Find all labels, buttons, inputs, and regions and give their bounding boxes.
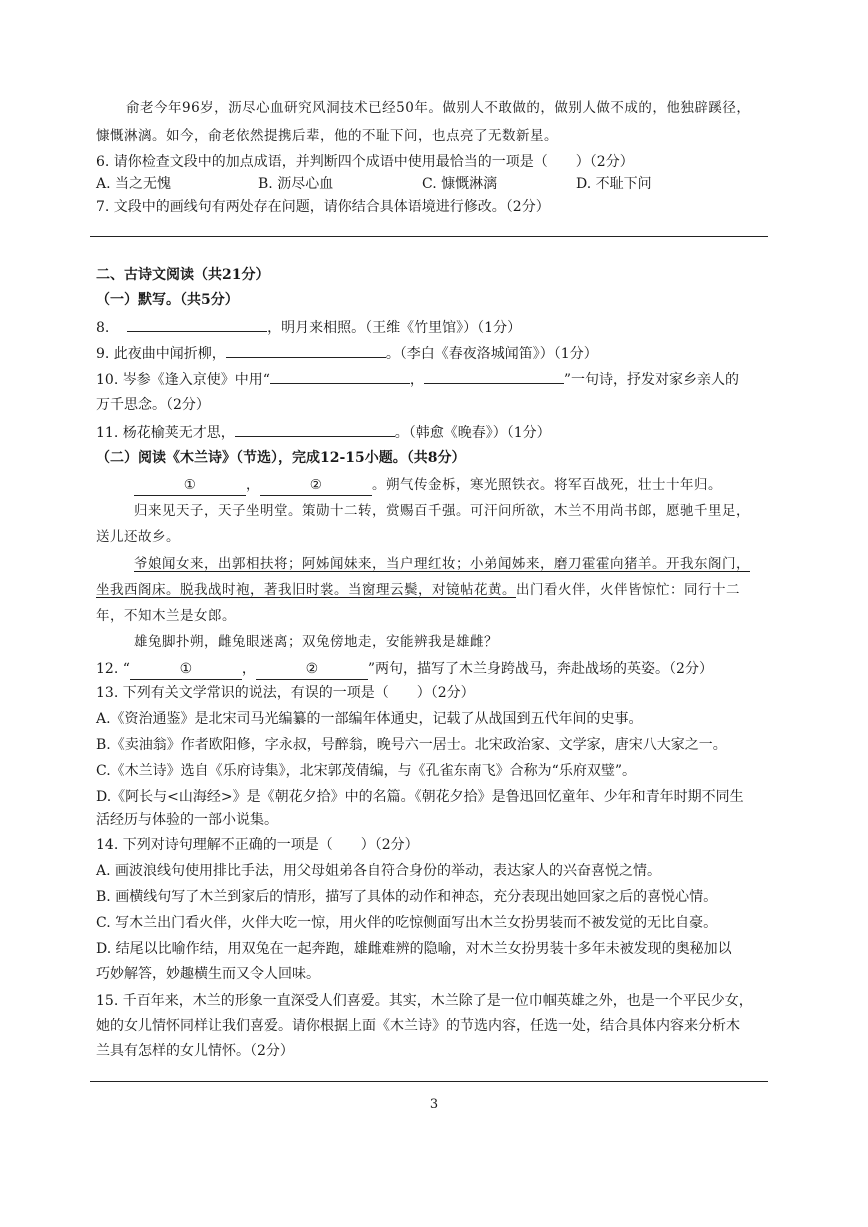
part2-title: （二）阅读《木兰诗》（节选），完成12-15小题。（共8分）: [96, 450, 466, 466]
poem-line-5-underlined: 坐我西阁床。脱我战时袍，著我旧时裳。当窗理云鬓，对镜帖花黄。: [96, 582, 516, 598]
q12-tail: ”两句，描写了木兰身跨战马，奔赴战场的英姿。（2分）: [367, 661, 713, 677]
q13-option-c: C.《木兰诗》选自《乐府诗集》，北宋郭茂倩编，与《孔雀东南飞》合称为“乐府双璧”。: [96, 763, 636, 779]
q12-blank-2[interactable]: ②: [256, 659, 368, 680]
q6-options: [96, 174, 778, 194]
section-title: 二、古诗文阅读（共21分）: [96, 267, 270, 283]
q11-tail: 。（韩愈《晚春》）（1分）: [394, 425, 551, 441]
poem-line: 年，不知木兰是女郎。: [96, 608, 236, 624]
q10: [96, 369, 778, 390]
q12-mid: ，: [241, 661, 256, 677]
option-c: C. 慷慨淋漓: [422, 176, 498, 192]
poem-line-1: ① ， ② 。朔气传金柝，寒光照铁衣。将军百战死，壮士十年归。: [134, 475, 778, 496]
q9-tail: 。（李白《春夜洛城闻笛》）（1分）: [385, 346, 598, 362]
passage-line: 慷慨淋漓。如今，俞老依然提携后辈，他的不耻下问，也点亮了无数新星。: [96, 128, 558, 144]
q8-blank[interactable]: [127, 317, 267, 332]
q15-line: 15. 千百年来，木兰的形象一直深受人们喜爱。其实，木兰除了是一位巾帼英雄之外，也是一个平民少女，: [96, 993, 753, 1009]
q11-head: 11. 杨花榆荚无才思，: [96, 425, 235, 441]
q8: [96, 317, 778, 338]
page-number: 3: [429, 1097, 439, 1112]
q8-text: ，明月来相照。（王维《竹里馆》）（1分）: [267, 320, 522, 336]
q10-blank-2[interactable]: [424, 369, 564, 384]
q14-option-d: D. 结尾以比喻作结，用双兔在一起奔跑，雄雌难辨的隐喻，对木兰女扮男装十多年未被发现的奥秘加以: [96, 941, 732, 957]
passage-line: 俞老今年96岁，沥尽心血研究风洞技术已经50年。做别人不敢做的，做别人做不成的，他独辟蹊径，: [126, 100, 751, 116]
q6-stem: 6. 请你检查文段中的加点成语，并判断四个成语中使用最恰当的一项是（ ）（2分）: [96, 154, 634, 170]
q11: [96, 422, 778, 443]
q12-blank-1[interactable]: ①: [130, 659, 242, 680]
q10-line2: 万千思念。（2分）: [96, 397, 210, 413]
q10-tail: ”一句诗，抒发对家乡亲人的: [563, 372, 740, 388]
option-b: B. 沥尽心血: [258, 176, 334, 192]
poem-line: 送儿还故乡。: [96, 529, 180, 545]
q15-line: 兰具有怎样的女儿情怀。（2分）: [96, 1043, 294, 1059]
q8-number: 8.: [96, 320, 110, 336]
q12: [96, 659, 778, 680]
poem-line: 雄兔脚扑朔，雌兔眼迷离；双兔傍地走，安能辨我是雄雌？: [134, 634, 498, 650]
poem-line: 归来见天子，天子坐明堂。策勋十二转，赏赐百千强。可汗问所欲，木兰不用尚书郎，愿驰千里足，: [134, 503, 750, 519]
q14-stem: 14. 下列对诗句理解不正确的一项是（ ）（2分）: [96, 837, 419, 853]
poem-blank-2[interactable]: ②: [260, 475, 372, 496]
poem-line-1-tail: 。朔气传金柝，寒光照铁衣。将军百战死，壮士十年归。: [372, 477, 722, 493]
divider: [90, 1081, 768, 1082]
poem-line-5-tail: 出门看火伴，火伴皆惊忙：同行十二: [516, 582, 740, 598]
poem-line-5: [96, 580, 778, 600]
divider: [90, 236, 768, 237]
q10-mid: ，: [409, 372, 424, 388]
q7: 7. 文段中的画线句有两处存在问题，请你结合具体语境进行修改。（2分）: [96, 199, 550, 215]
q14-option-b: B. 画横线句写了木兰到家后的情形，描写了具体的动作和神态，充分表现出她回家之后的喜悦心情。: [96, 889, 718, 905]
q13-stem: 13. 下列有关文学常识的说法，有误的一项是（ ）（2分）: [96, 685, 475, 701]
poem-line-underlined: 爷娘闻女来，出郭相扶将；阿姊闻妹来，当户理红妆；小弟闻姊来，磨刀霍霍向猪羊。开我东阁门，: [134, 556, 750, 572]
option-a: A. 当之无愧: [96, 176, 172, 192]
part1-title: （一）默写。（共5分）: [96, 292, 239, 308]
q13-option-d: D.《阿长与<山海经>》是《朝花夕拾》中的名篇。《朝花夕拾》是鲁迅回忆童年、少年和青年时期不同生: [96, 789, 744, 805]
q13-option-a: A.《资治通鉴》是北宋司马光编纂的一部编年体通史，记载了从战国到五代年间的史事。: [96, 711, 643, 727]
q9-blank[interactable]: [226, 343, 386, 358]
q14-option-c: C. 写木兰出门看火伴，火伴大吃一惊，用火伴的吃惊侧面写出木兰女扮男装而不被发觉的无比自豪。: [96, 915, 718, 931]
q10-head: 10. 岑参《逢入京使》中用“: [96, 372, 270, 388]
q9-text: 9. 此夜曲中闻折柳，: [96, 346, 226, 362]
q14-option-d-cont: 巧妙解答，妙趣横生而又令人回味。: [96, 966, 320, 982]
option-d: D. 不耻下问: [576, 176, 652, 192]
q14-option-a: A. 画波浪线句使用排比手法，用父母姐弟各自符合身份的举动，表达家人的兴奋喜悦之情。: [96, 863, 662, 879]
q11-blank[interactable]: [235, 422, 395, 437]
q10-blank-1[interactable]: [270, 369, 410, 384]
q9: [96, 343, 778, 364]
q12-head: 12. “: [96, 661, 130, 677]
q13-option-b: B.《卖油翁》作者欧阳修，字永叔，号醉翁，晚号六一居士。北宋政治家、文学家，唐宋八大家之一。: [96, 737, 727, 753]
q13-option-d-cont: 活经历与体验的一部小说集。: [96, 812, 278, 828]
poem-blank-1[interactable]: ①: [134, 475, 246, 496]
q15-line: 她的女儿情怀同样让我们喜爱。请你根据上面《木兰诗》的节选内容，任选一处，结合具体内容来分析木: [96, 1018, 740, 1034]
